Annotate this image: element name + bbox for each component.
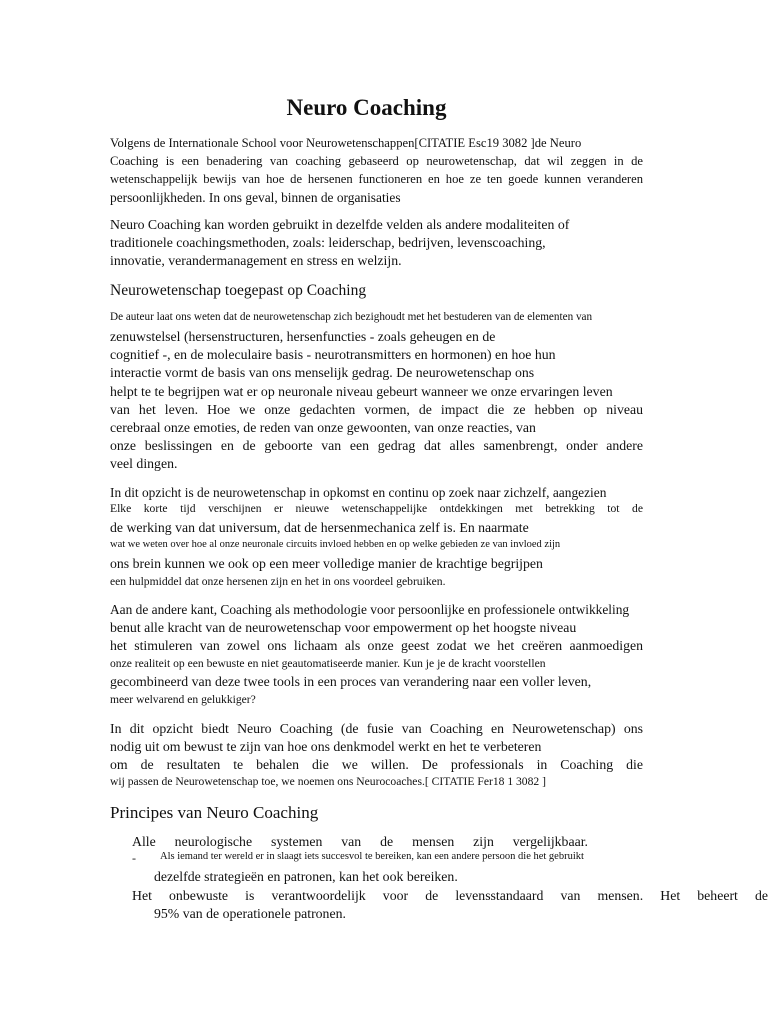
paragraph-line: cognitief -, en de moleculaire basis - neurotransmitters en hormonen) en hoe hun xyxy=(110,347,556,362)
paragraph-line: nodig uit om bewust te zijn van hoe ons denkmodel werkt en het te verbeteren xyxy=(110,739,542,754)
principle-line: dezelfde strategieën en patronen, kan het ook bereiken. xyxy=(154,869,458,884)
paragraph-line: om de resultaten te behalen die we willen. De professionals in Coaching die xyxy=(110,757,643,772)
paragraph-line: het stimuleren van zowel ons lichaam als onze geest zodat we het creëren aanmoedigen xyxy=(110,638,643,653)
paragraph-line: traditionele coachingsmethoden, zoals: leiderschap, bedrijven, levenscoaching, xyxy=(110,235,546,250)
intro-line: persoonlijkheden. In ons geval, binnen de organisaties xyxy=(110,190,401,205)
intro-line: wetenschappelijk bewijs van hoe de hersenen functioneren en hoe ze ten goede kunnen veranderen xyxy=(110,172,643,186)
paragraph-line: Neuro Coaching kan worden gebruikt in dezelfde velden als andere modaliteiten of xyxy=(110,217,570,232)
paragraph-line: een hulpmiddel dat onze hersenen zijn en het in ons voordeel gebruiken. xyxy=(110,575,446,588)
paragraph-line: onze realiteit op een bewuste en niet geautomatiseerde manier. Kun je je de kracht voorstellen xyxy=(110,657,546,670)
section-heading: Neurowetenschap toegepast op Coaching xyxy=(110,282,367,299)
paragraph-line: cerebraal onze emoties, de reden van onze gewoonten, van onze reacties, van xyxy=(110,420,536,435)
paragraph-line: De auteur laat ons weten dat de neurowetenschap zich bezighoudt met het bestuderen van de elementen van xyxy=(110,311,593,323)
paragraph-line: meer welvarend en gelukkiger? xyxy=(110,693,256,706)
paragraph-line: helpt te te begrijpen wat er op neuronale niveau gebeurt wanneer we onze ervaringen leven xyxy=(110,384,613,399)
paragraph-line: de werking van dat universum, dat de hersenmechanica zelf is. En naarmate xyxy=(110,520,529,535)
page-title: Neuro Coaching xyxy=(286,95,447,120)
paragraph-line: innovatie, verandermanagement en stress en welzijn. xyxy=(110,253,402,268)
paragraph-line: Elke korte tijd verschijnen er nieuwe wetenschappelijke ontdekkingen met betrekking tot de xyxy=(110,502,643,515)
principle-line: Het onbewuste is verantwoordelijk voor de levensstandaard van mensen. Het beheert de xyxy=(132,888,768,903)
paragraph-line: wat we weten over hoe al onze neuronale circuits invloed hebben en op welke gebieden ze van invloed zijn xyxy=(110,539,561,550)
paragraph-line: wij passen de Neurowetenschap toe, we noemen ons Neurocoaches.[ CITATIE Fer18 1 3082 ] xyxy=(110,775,546,788)
paragraph-line: van het leven. Hoe we onze gedachten vormen, de impact die ze hebben op niveau xyxy=(110,402,643,417)
principle-line: Als iemand ter wereld er in slaagt iets succesvol te bereiken, kan een andere persoon die het gebruikt xyxy=(160,851,584,862)
paragraph-line: In dit opzicht biedt Neuro Coaching (de fusie van Coaching en Neurowetenschap) ons xyxy=(110,721,643,736)
intro-line: Coaching is een benadering van coaching gebaseerd op neurowetenschap, dat wil zeggen in de xyxy=(110,154,643,168)
principle-line: Alle neurologische systemen van de mensen zijn vergelijkbaar. xyxy=(132,834,588,849)
paragraph-line: benut alle kracht van de neurowetenschap voor empowerment op het hoogste niveau xyxy=(110,620,577,635)
paragraph-line: zenuwstelsel (hersenstructuren, hersenfuncties - zoals geheugen en de xyxy=(110,329,496,344)
intro-line: Volgens de Internationale School voor Neurowetenschappen[CITATIE Esc19 3082 ]de Neuro xyxy=(110,136,582,150)
paragraph-line: onze beslissingen en de geboorte van een gedrag dat alles samenbrengt, onder andere xyxy=(110,438,643,453)
section-heading: Principes van Neuro Coaching xyxy=(110,803,319,822)
paragraph-line: interactie vormt de basis van ons menselijk gedrag. De neurowetenschap ons xyxy=(110,365,535,380)
paragraph-line: gecombineerd van deze twee tools in een proces van verandering naar een voller leven, xyxy=(110,674,592,689)
principle-line: 95% van de operationele patronen. xyxy=(154,906,346,921)
paragraph-line: ons brein kunnen we ook op een meer volledige manier de krachtige begrijpen xyxy=(110,556,543,571)
paragraph-line: veel dingen. xyxy=(110,456,178,471)
paragraph-line: Aan de andere kant, Coaching als methodologie voor persoonlijke en professionele ontwikkeling xyxy=(110,602,630,617)
paragraph-line: In dit opzicht is de neurowetenschap in opkomst en continu op zoek naar zichzelf, aangezien xyxy=(110,485,607,500)
dash-bullet-icon: - xyxy=(132,851,136,865)
